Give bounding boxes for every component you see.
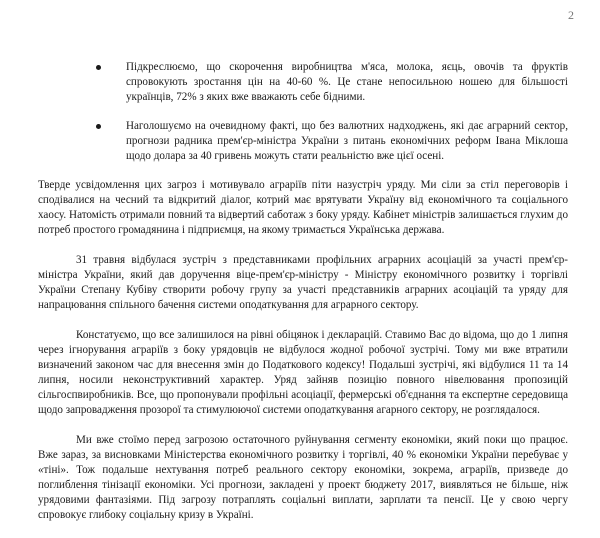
paragraph: Тверде усвідомлення цих загроз і мотивувало аграріїв піти назустріч уряду. Ми сіли за стіл переговорів і сподівалися на чесний та відкритий діалог, котрий має врятувати Україну від економічного та соціального хаосу. Натомість отримали повний та відвертий саботаж з боку уряду. Кабінет міністрів залишається глухим до потреб простого громадянина і підприємця, на якому тримається Українська держава. bbox=[38, 179, 568, 236]
bullet-text: Наголошуємо на очевидному факті, що без валютних надходжень, які дає аграрний сектор, прогнози радника прем'єр-міністра України з питань економічних реформ Івана Міклоша щодо долара за 40 гривень можуть стати реальністю вже цієї осені. bbox=[126, 120, 568, 162]
bullet-item bbox=[38, 119, 568, 164]
bullet-list bbox=[38, 60, 568, 164]
bullet-text: Підкреслюємо, що скорочення виробництва м'яса, молока, яєць, овочів та фруктів спровокують зростання цін на 40-60 %. Це стане непосильною ношею для більшості українців, 72% з яких вже вважають себе бідними. bbox=[126, 61, 568, 103]
paragraph: Констатуємо, що все залишилося на рівні обіцянок і декларацій. Ставимо Вас до відома, що до 1 липня через ігнорування аграріїв з боку урядовців не відбулося жодної робочої зустрічі. Тому ми вже втратили визначений законом час для внесення змін до Податкового кодексу! Подальші зустрічі, які відбулися 11 та 14 липня, носили неконструктивний характер. Уряд зайняв позицію повного нівелювання пропозицій сільгоспвиробників. Все, що пропонували профільні асоціації, фермерські об'єднання та експертне середовища щодо запровадження прозорої та стимулюючої системи оподаткування агарного сектору, не розглядалося. bbox=[38, 329, 568, 416]
bullet-item bbox=[38, 60, 568, 105]
page-number: 2 bbox=[568, 8, 574, 22]
paragraph: 31 травня відбулася зустріч з представниками профільних аграрних асоціацій за участі прем'єр-міністра України, який дав доручення віце-прем'єр-міністру - Міністру економічного розвитку і торгівлі України Степану Кубіву створити робочу групу за участі представників аграрних асоціацій та уряду для напрацювання спільного бачення системи оподаткування для аграрного сектору. bbox=[38, 254, 568, 311]
bullet-icon bbox=[96, 124, 101, 129]
paragraph: Ми вже стоїмо перед загрозою остаточного руйнування сегменту економіки, який поки що працює. Вже зараз, за висновками Міністерства економічного розвитку і торгівлі, 40 % економіки України перебуває у «тіні». Тож подальше нехтування потреб реального сектору економіки, зокрема, аграріїв, призведе до поглиблення тінізації економіки. Усі прогнози, закладені у проект бюджету 2017, виявляться не більше, ніж урядовими фантазіями. Під загрозу потраплять соціальні виплати, зарплати та пенсії. Це у свою чергу спровокує глибоку соціальну кризу в Україні. bbox=[38, 434, 568, 521]
bullet-icon bbox=[96, 65, 101, 70]
document-body bbox=[38, 60, 568, 538]
